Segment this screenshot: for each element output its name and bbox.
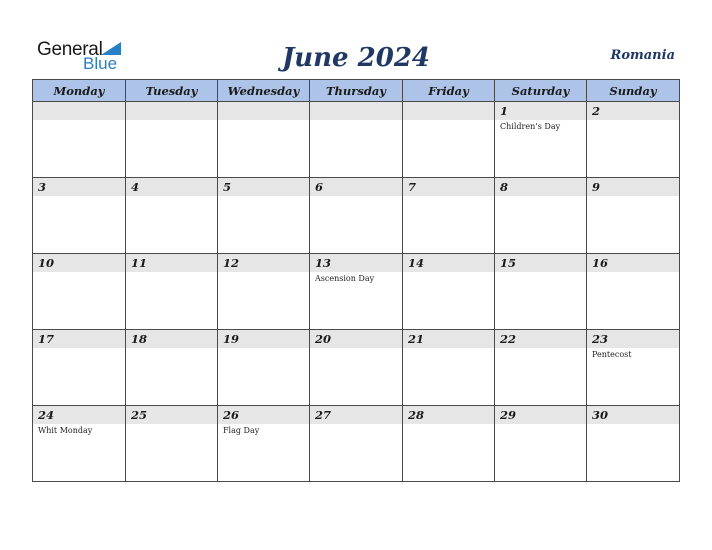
calendar-grid <box>32 79 680 482</box>
day-number: 13 <box>315 256 332 270</box>
day-cell <box>126 406 218 482</box>
day-number: 8 <box>500 180 509 194</box>
day-cell <box>587 102 680 178</box>
day-number-band <box>495 178 586 196</box>
day-cell <box>33 406 126 482</box>
weekday-header: Tuesday <box>126 80 218 102</box>
day-number: 6 <box>315 180 324 194</box>
day-number: 25 <box>131 408 148 422</box>
day-cell <box>218 102 310 178</box>
day-number: 2 <box>592 104 601 118</box>
day-cell <box>310 102 403 178</box>
day-cell <box>495 254 587 330</box>
calendar-week-row <box>33 254 680 330</box>
weekday-header: Sunday <box>587 80 680 102</box>
calendar-week-row <box>33 330 680 406</box>
day-cell <box>33 102 126 178</box>
day-cell <box>403 254 495 330</box>
day-number: 11 <box>131 256 148 270</box>
calendar-week-row <box>33 102 680 178</box>
day-cell <box>126 330 218 406</box>
weekday-header: Thursday <box>310 80 403 102</box>
day-number: 16 <box>592 256 609 270</box>
holiday-label: Pentecost <box>592 350 632 359</box>
day-cell <box>403 330 495 406</box>
day-cell <box>495 178 587 254</box>
day-cell <box>126 178 218 254</box>
holiday-label: Whit Monday <box>38 426 93 435</box>
day-number-band <box>587 178 679 196</box>
day-number-band <box>495 102 586 120</box>
day-number: 20 <box>315 332 332 346</box>
day-cell <box>126 254 218 330</box>
day-cell <box>218 330 310 406</box>
day-number: 3 <box>38 180 47 194</box>
day-number: 22 <box>500 332 517 346</box>
day-number-band <box>587 102 679 120</box>
day-number-band <box>403 178 494 196</box>
day-number: 19 <box>223 332 240 346</box>
day-cell <box>587 254 680 330</box>
day-cell <box>218 254 310 330</box>
day-cell <box>33 254 126 330</box>
day-number: 23 <box>592 332 609 346</box>
day-cell <box>310 254 403 330</box>
day-number: 7 <box>408 180 417 194</box>
day-cell <box>218 178 310 254</box>
day-number: 24 <box>38 408 55 422</box>
day-number-band <box>33 102 125 120</box>
day-number: 28 <box>408 408 425 422</box>
day-number: 9 <box>592 180 601 194</box>
day-number: 17 <box>38 332 55 346</box>
day-number-band <box>218 102 309 120</box>
weekday-header: Saturday <box>495 80 587 102</box>
weekday-header: Wednesday <box>218 80 310 102</box>
calendar-week-row <box>33 406 680 482</box>
day-number-band <box>126 102 217 120</box>
day-cell <box>33 330 126 406</box>
day-cell <box>495 406 587 482</box>
day-cell <box>403 406 495 482</box>
day-cell <box>126 102 218 178</box>
day-number: 12 <box>223 256 240 270</box>
logo-general-text: General <box>37 39 103 60</box>
holiday-label: Flag Day <box>223 426 260 435</box>
day-cell <box>587 178 680 254</box>
calendar-week-row <box>33 178 680 254</box>
day-number: 5 <box>223 180 232 194</box>
day-cell <box>310 406 403 482</box>
day-cell <box>310 178 403 254</box>
day-number-band <box>310 102 402 120</box>
holiday-label: Ascension Day <box>315 274 375 283</box>
logo-blue-text: Blue <box>83 54 118 73</box>
weekday-header: Monday <box>33 80 126 102</box>
day-cell <box>218 406 310 482</box>
day-number: 4 <box>131 180 140 194</box>
day-number: 10 <box>38 256 55 270</box>
day-cell <box>495 330 587 406</box>
weekday-header: Friday <box>403 80 495 102</box>
day-number-band <box>218 178 309 196</box>
day-number: 27 <box>315 408 332 422</box>
holiday-label: Children’s Day <box>500 122 561 131</box>
day-number-band <box>310 178 402 196</box>
day-cell <box>403 178 495 254</box>
day-cell <box>310 330 403 406</box>
day-number: 15 <box>500 256 517 270</box>
weekday-header-row <box>33 80 680 102</box>
day-number: 30 <box>592 408 609 422</box>
day-number-band <box>403 102 494 120</box>
day-number-band <box>126 178 217 196</box>
day-number: 21 <box>408 332 425 346</box>
day-number: 18 <box>131 332 148 346</box>
calendar-title: June 2024 <box>281 43 431 73</box>
country-label: Romania <box>610 48 675 63</box>
day-cell <box>495 102 587 178</box>
day-number: 29 <box>500 408 517 422</box>
day-number: 14 <box>408 256 425 270</box>
day-cell <box>33 178 126 254</box>
day-cell <box>587 406 680 482</box>
day-number: 26 <box>223 408 240 422</box>
day-cell <box>403 102 495 178</box>
day-cell <box>587 330 680 406</box>
day-number: 1 <box>500 104 509 118</box>
day-number-band <box>33 178 125 196</box>
